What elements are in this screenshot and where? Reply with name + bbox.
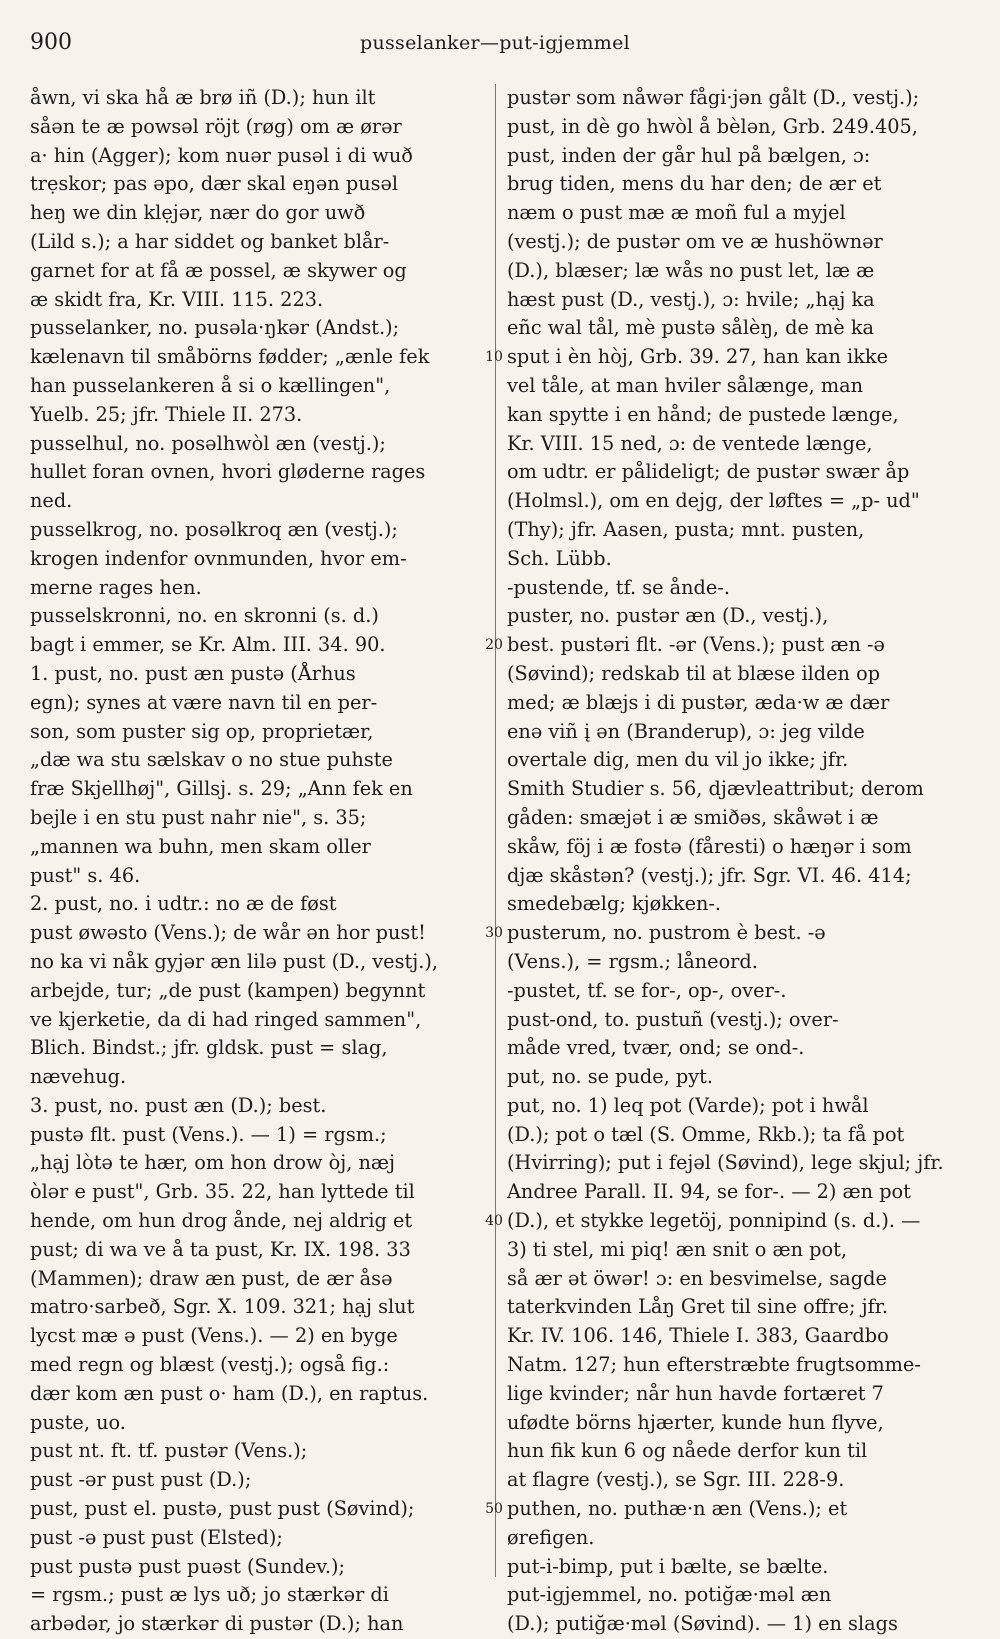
text-line: hende, om hun drog ånde, nej aldrig et bbox=[30, 1209, 413, 1233]
text-line: gåden: smæjət i æ smiðəs, skåwət i æ bbox=[507, 805, 879, 829]
text-line: hæst pust (D., vestj.), ɔ: hvile; „hạj ka bbox=[507, 287, 875, 311]
text-line: „mannen wa buhn, men skam oller bbox=[30, 834, 371, 858]
text-line: (D.), blæser; læ wås no pust let, læ æ bbox=[507, 258, 875, 282]
text-line: nævehug. bbox=[30, 1065, 127, 1089]
text-line: pust; di wa ve å ta pust, Kr. IX. 198. 33 bbox=[30, 1237, 411, 1261]
text-line: ufødte börns hjærter, kunde hun flyve, bbox=[507, 1410, 884, 1434]
text-line: (Hvirring); put i fejəl (Søvind), lege skjul; jfr. bbox=[507, 1151, 944, 1175]
text-line: om udtr. er pålideligt; de pustər swær åp bbox=[507, 460, 910, 484]
line-number: 50 bbox=[485, 1501, 503, 1518]
text-line: puste, uo. bbox=[30, 1410, 126, 1434]
text-line: djæ skåstən? (vestj.); jfr. Sgr. VI. 46. 414; bbox=[507, 863, 912, 887]
text-line: 3. pust, no. pust æn (D.); best. bbox=[30, 1093, 327, 1117]
text-line: Natm. 127; hun efterstræbte frugtsomme- bbox=[507, 1353, 921, 1377]
text-line: merne rages hen. bbox=[30, 575, 202, 599]
text-line: eñc wal tål, mè pustə sålèŋ, de mè ka bbox=[507, 316, 875, 340]
text-line: fræ Skjellhøj", Gillsj. s. 29; „Ann fek en bbox=[30, 777, 413, 801]
text-line: bejle i en stu pust nahr nie", s. 35; bbox=[30, 805, 367, 829]
line-number: 10 bbox=[485, 349, 503, 366]
text-line: enə viñ į ən (Branderup), ɔ: jeg vilde bbox=[507, 719, 865, 743]
text-line: brug tiden, mens du har den; de ær et bbox=[507, 172, 882, 196]
text-line: (Holmsl.), om en dejg, der løftes = „p- ud" bbox=[507, 489, 920, 513]
text-line: pust -ə pust pust (Elsted); bbox=[30, 1525, 283, 1549]
text-line: òlər e pust", Grb. 35. 22, han lyttede til bbox=[30, 1180, 415, 1204]
text-line: (vestj.); de pustər om ve æ hushöwnər bbox=[507, 229, 883, 253]
text-line: lycst mæ ə pust (Vens.). — 2) en byge bbox=[30, 1324, 398, 1348]
text-line: -pustende, tf. se ånde-. bbox=[507, 575, 730, 599]
text-line: Smith Studier s. 56, djævleattribut; derom bbox=[507, 777, 924, 801]
text-line: Yuelb. 25; jfr. Thiele II. 273. bbox=[30, 402, 303, 426]
text-line: (D.), et stykke legetöj, ponnipind (s. d.). — bbox=[507, 1209, 921, 1233]
left-column bbox=[30, 84, 485, 1639]
text-line: pust, in dè go hwòl å bèlən, Grb. 249.405, bbox=[507, 114, 918, 138]
text-line: pusselkrog, no. posəlkroq æn (vestj.); bbox=[30, 517, 398, 541]
text-line: 1. pust, no. pust æn pustə (Århus bbox=[30, 661, 356, 685]
text-line: put-igjemmel, no. potiğæ·məl æn bbox=[507, 1583, 832, 1607]
text-line: put-i-bimp, put i bælte, se bælte. bbox=[507, 1554, 829, 1578]
page-number: 900 bbox=[30, 30, 72, 55]
text-line: pust -ər pust pust (D.); bbox=[30, 1468, 252, 1492]
text-line: æ skidt fra, Kr. VIII. 115. 223. bbox=[30, 287, 324, 311]
text-line: „hạj lòtə te hær, om hon drow òj, næj bbox=[30, 1151, 396, 1175]
text-line: puster, no. pustər æn (D., vestj.), bbox=[507, 604, 829, 628]
text-line: med; æ blæjs i di pustər, æda·w æ dær bbox=[507, 690, 890, 714]
page-header bbox=[30, 30, 960, 60]
text-line: puthen, no. puthæ·n æn (Vens.); et bbox=[507, 1497, 848, 1521]
text-line: no ka vi nåk gyjər æn lilə pust (D., vestj.), bbox=[30, 949, 438, 973]
text-line: 3) ti stel, mi piq! æn snit o æn pot, bbox=[507, 1237, 848, 1261]
text-line: (Mammen); draw æn pust, de ær åsə bbox=[30, 1266, 393, 1290]
line-number: 20 bbox=[485, 637, 503, 654]
text-line: at flagre (vestj.), se Sgr. III. 228-9. bbox=[507, 1468, 845, 1492]
text-line: trẹskor; pas əpo, dær skal eŋən pusəl bbox=[30, 172, 399, 196]
text-line: Sch. Lübb. bbox=[507, 546, 612, 570]
text-line: best. pustəri flt. -ər (Vens.); pust æn -ə bbox=[507, 633, 885, 657]
text-line: kælenavn til småbörns fødder; „ænle fek bbox=[30, 345, 430, 369]
text-line: pustər som nåwər fågi·jən gålt (D., vestj.); bbox=[507, 86, 920, 109]
right-column bbox=[507, 84, 962, 1639]
text-line: arbejde, tur; „de pust (kampen) begynnt bbox=[30, 978, 426, 1002]
text-line: Andree Parall. II. 94, se for-. — 2) æn pot bbox=[507, 1180, 911, 1204]
text-line: ve kjerketie, da di had ringed sammen", bbox=[30, 1007, 422, 1031]
text-line: pust pustə pust puəst (Sundev.); bbox=[30, 1554, 346, 1578]
text-line: Blich. Bindst.; jfr. gldsk. pust = slag, bbox=[30, 1036, 388, 1060]
text-line: heŋ we din klẹjər, nær do gor uwð bbox=[30, 201, 366, 225]
text-line: bagt i emmer, se Kr. Alm. III. 34. 90. bbox=[30, 633, 386, 657]
text-line: 2. pust, no. i udtr.: no æ de føst bbox=[30, 892, 337, 916]
text-line: pusselhul, no. posəlhwòl æn (vestj.); bbox=[30, 431, 386, 455]
text-line: sput i èn hòj, Grb. 39. 27, han kan ikke bbox=[507, 345, 888, 369]
text-line: Kr. IV. 106. 146, Thiele I. 383, Gaardbo bbox=[507, 1324, 889, 1348]
text-line: taterkvinden Låŋ Gret til sine offre; jfr. bbox=[507, 1295, 888, 1319]
text-line: put, no. se pude, pyt. bbox=[507, 1065, 714, 1089]
text-line: matro·sarbeð, Sgr. X. 109. 321; hạj slut bbox=[30, 1295, 415, 1319]
text-line: pusterum, no. pustrom è best. -ə bbox=[507, 921, 826, 945]
text-line: Kr. VIII. 15 ned, ɔ: de ventede længe, bbox=[507, 431, 873, 455]
text-line: lige kvinder; når hun havde fortæret 7 bbox=[507, 1381, 884, 1405]
text-line: hullet foran ovnen, hvori gløderne rages bbox=[30, 460, 426, 484]
text-line: med regn og blæst (vestj.); også fig.: bbox=[30, 1353, 390, 1377]
text-line: (Lild s.); a har siddet og banket blår- bbox=[30, 229, 390, 253]
text-line: såən te æ powsəl röjt (røg) om æ ørər bbox=[30, 114, 402, 138]
text-line: så ær ət öwər! ɔ: en besvimelse, sagde bbox=[507, 1266, 887, 1290]
text-line: (Vens.), = rgsm.; låneord. bbox=[507, 949, 758, 973]
text-line: pustə flt. pust (Vens.). — 1) = rgsm.; bbox=[30, 1122, 387, 1146]
text-line: put, no. 1) leq pot (Varde); pot i hwål bbox=[507, 1093, 869, 1117]
text-line: (Thy); jfr. Aasen, pusta; mnt. pusten, bbox=[507, 517, 865, 541]
text-line: krogen indenfor ovnmunden, hvor em- bbox=[30, 546, 407, 570]
text-line: garnet for at få æ possel, æ skywer og bbox=[30, 258, 407, 282]
text-line: måde vred, tvær, ond; se ond-. bbox=[507, 1036, 805, 1060]
text-line: åwn, vi ska hå æ brø iñ (D.); hun ilt bbox=[30, 86, 376, 109]
text-line: (Søvind); redskab til at blæse ilden op bbox=[507, 661, 881, 685]
text-columns bbox=[30, 84, 975, 1636]
text-line: pust nt. ft. tf. pustər (Vens.); bbox=[30, 1439, 308, 1463]
text-line: -pustet, tf. se for-, op-, over-. bbox=[507, 978, 787, 1002]
text-line: egn); synes at være navn til en per- bbox=[30, 690, 378, 714]
text-line: smedebælg; kjøkken-. bbox=[507, 892, 722, 916]
line-number: 30 bbox=[485, 925, 503, 942]
text-line: kan spytte i en hånd; de pustede længe, bbox=[507, 402, 899, 426]
column-divider bbox=[495, 84, 496, 1577]
text-line: næm o pust mæ æ moñ ful a myjel bbox=[507, 201, 846, 225]
text-line: pust" s. 46. bbox=[30, 863, 141, 887]
text-line: pust, inden der går hul på bælgen, ɔ: bbox=[507, 143, 871, 167]
text-line: ørefigen. bbox=[507, 1525, 595, 1549]
text-line: pust-ond, to. pustuñ (vestj.); over- bbox=[507, 1007, 839, 1031]
text-line: vel tåle, at man hviler sålænge, man bbox=[507, 373, 864, 397]
text-line: han pusselankeren å si o kællingen", bbox=[30, 373, 391, 397]
text-line: a· hin (Agger); kom nuər pusəl i di wuð bbox=[30, 143, 413, 167]
text-line: skåw, föj i æ fostə (fåresti) o hæŋər i som bbox=[507, 834, 912, 858]
text-line: ned. bbox=[30, 489, 73, 513]
line-number: 40 bbox=[485, 1213, 503, 1230]
text-line: (D.); putiğæ·məl (Søvind). — 1) en slags bbox=[507, 1612, 898, 1636]
text-line: dær kom æn pust o· ham (D.), en raptus. bbox=[30, 1381, 429, 1405]
text-line: = rgsm.; pust æ lys uð; jo stærkər di bbox=[30, 1583, 389, 1607]
text-line: (D.); pot o tæl (S. Omme, Rkb.); ta få pot bbox=[507, 1122, 905, 1146]
text-line: „dæ wa stu sælskav o no stue puhste bbox=[30, 748, 393, 772]
text-line: hun fik kun 6 og nåede derfor kun til bbox=[507, 1439, 868, 1463]
text-line: son, som puster sig op, proprietær, bbox=[30, 719, 374, 743]
text-line: pusselskronni, no. en skronni (s. d.) bbox=[30, 604, 379, 628]
text-line: overtale dig, men du vil jo ikke; jfr. bbox=[507, 748, 849, 772]
text-line: pust, pust el. pustə, pust pust (Søvind); bbox=[30, 1497, 415, 1521]
text-line: pusselanker, no. pusəla·ŋkər (Andst.); bbox=[30, 316, 400, 340]
text-line: pust øwəsto (Vens.); de wår ən hor pust! bbox=[30, 921, 426, 945]
running-head: pusselanker—put-igjemmel bbox=[359, 32, 630, 54]
text-line: arbədər, jo stærkər di pustər (D.); han bbox=[30, 1612, 404, 1636]
